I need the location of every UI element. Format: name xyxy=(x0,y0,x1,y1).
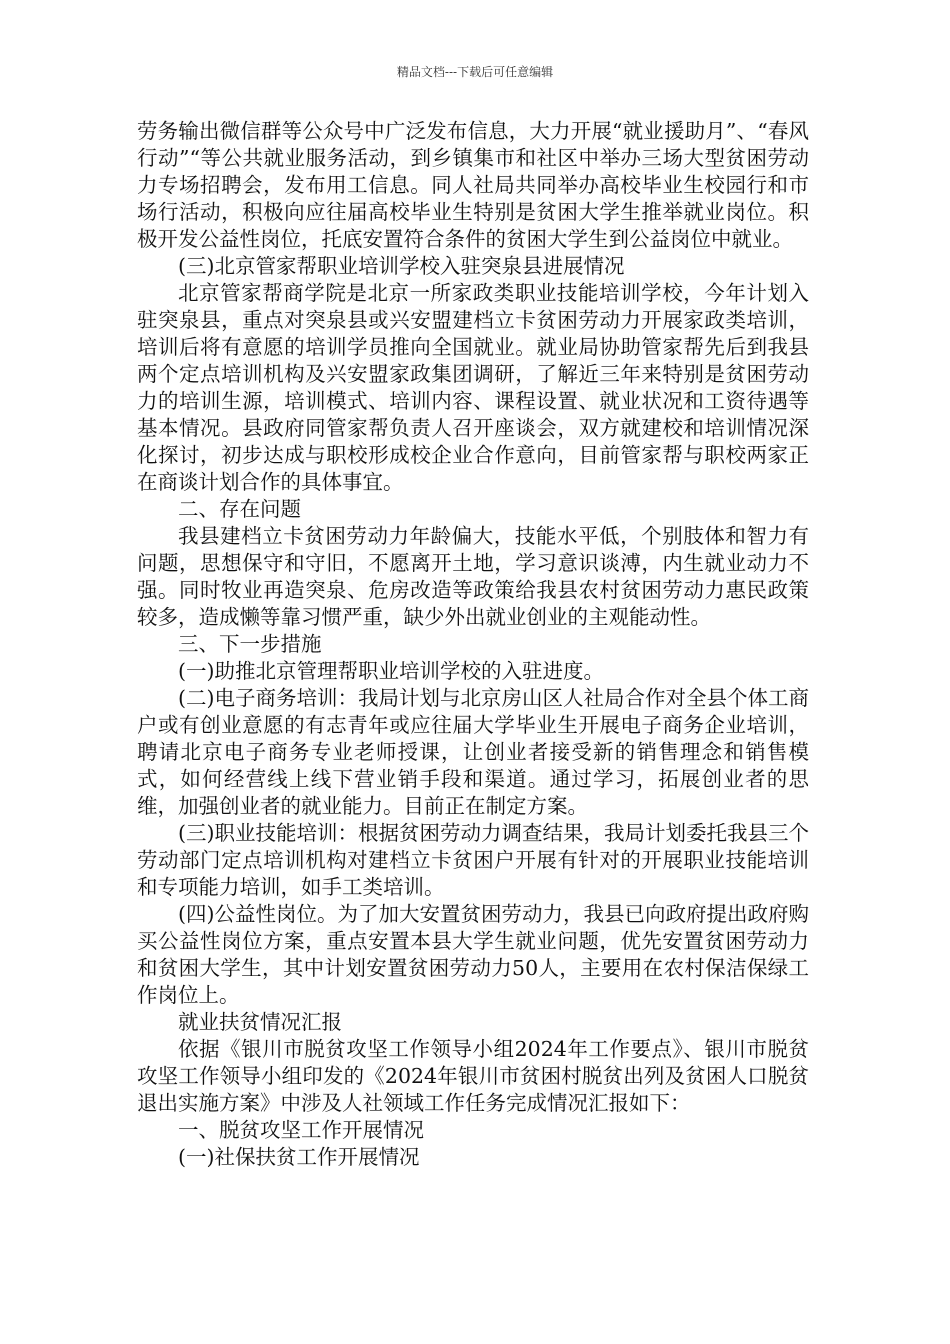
section-heading: 二、存在问题 xyxy=(178,497,301,521)
paragraph: 北京管家帮商学院是北京一所家政类职业技能培训学校，今年计划入驻突泉县，重点对突泉县或兴安盟建档立卡贫困劳动力开展家政类培训，培训后将有意愿的培训学员推向全国就业。就业局协助管家帮先后到我县两个定点培训机构及兴安盟家政集团调研，了解近三年来特别是贫困劳动力的培训生源，培训模式、培训内容、课程设置、就业状况和工资待遇等基本情况。县政府同管家帮负责人召开座谈会，双方就建校和培训情况深化探讨，初步达成与职校形成校企业合作意向，目前管家帮与职校两家正在商谈计划合作的具体事宜。 xyxy=(137,281,809,494)
document-body xyxy=(137,118,809,1171)
paragraph: (一)助推北京管理帮职业培训学校的入驻进度。 xyxy=(178,659,604,683)
document-title: 就业扶贫情况汇报 xyxy=(178,1010,342,1034)
section-heading: (三)北京管家帮职业培训学校入驻突泉县进展情况 xyxy=(178,254,625,278)
paragraph: (三)职业技能培训：根据贫困劳动力调查结果，我局计划委托我县三个劳动部门定点培训机构对建档立卡贫困户开展有针对的开展职业技能培训和专项能力培训，如手工类培训。 xyxy=(137,821,809,899)
page-header: 精品文档---下载后可任意编辑 xyxy=(396,65,554,79)
paragraph: 依据《银川市脱贫攻坚工作领导小组2024年工作要点》、银川市脱贫攻坚工作领导小组印发的《2024年银川市贫困村脱贫出列及贫困人口脱贫退出实施方案》中涉及人社领域工作任务完成情况汇报如下： xyxy=(137,1037,809,1115)
paragraph: 我县建档立卡贫困劳动力年龄偏大，技能水平低，个别肢体和智力有问题，思想保守和守旧，不愿离开土地，学习意识谈溥，内生就业动力不强。同时牧业再造突泉、危房改造等政策给我县农村贫困劳动力惠民政策较多，造成懒等靠习惯严重，缺少外出就业创业的主观能动性。 xyxy=(137,524,809,629)
paragraph: (四)公益性岗位。为了加大安置贫困劳动力，我县已向政府提出政府购买公益性岗位方案，重点安置本县大学生就业问题，优先安置贫困劳动力和贫困大学生，其中计划安置贫困劳动力50人，主要用在农村保洁保绿工作岗位上。 xyxy=(137,902,809,1007)
section-heading: (一)社保扶贫工作开展情况 xyxy=(178,1145,420,1169)
section-heading: 一、脱贫攻坚工作开展情况 xyxy=(178,1118,424,1142)
paragraph: 劳务输出微信群等公众号中广泛发布信息，大力开展“就业援助月”、“春风行动”“等公共就业服务活动，到乡镇集市和社区中举办三场大型贫困劳动力专场招聘会，发布用工信息。同人社局共同举办高校毕业生校园行和市场行活动，积极向应往届高校毕业生特别是贫困大学生推举就业岗位。积极开发公益性岗位，托底安置符合条件的贫困大学生到公益岗位中就业。 xyxy=(137,119,809,251)
paragraph: (二)电子商务培训：我局计划与北京房山区人社局合作对全县个体工商户或有创业意愿的有志青年或应往届大学毕业生开展电子商务企业培训，聘请北京电子商务专业老师授课，让创业者接受新的销售理念和销售模式，如何经营线上线下营业销手段和渠道。通过学习，拓展创业者的思维，加强创业者的就业能力。目前正在制定方案。 xyxy=(137,686,809,818)
section-heading: 三、下一步措施 xyxy=(178,632,322,656)
